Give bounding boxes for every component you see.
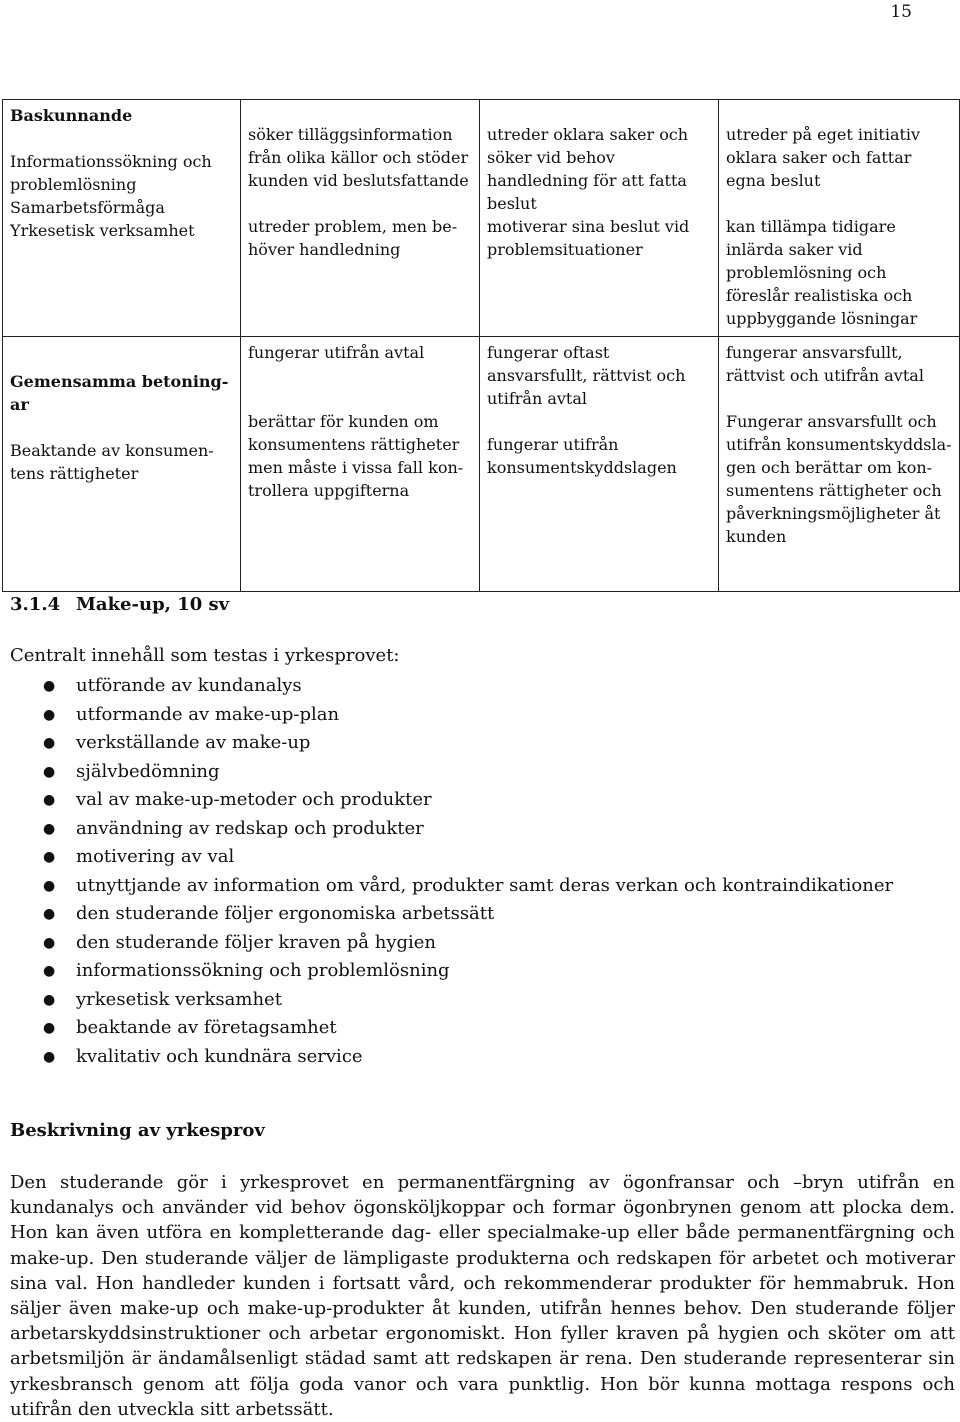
content-intro: Centralt innehåll som testas i yrkesprovet: — [10, 645, 400, 666]
bullet-icon: ● — [43, 792, 56, 808]
table-cell-level-2 — [480, 100, 719, 337]
list-item-text: val av make-up-metoder och produkter — [76, 789, 432, 810]
list-item-text: utförande av kundanalys — [76, 675, 302, 696]
list-item-text: utformande av make-up-plan — [76, 703, 340, 725]
list-item-text: beaktande av företagsamhet — [76, 1017, 337, 1038]
bullet-icon: ● — [43, 991, 56, 1008]
list-item-text: användning av redskap och produkter — [76, 817, 424, 839]
list-item-text: yrkesetisk verksamhet — [76, 988, 282, 1010]
cell-text: Fungerar ansvarsfullt och utifrån konsumentskyddsla-gen och berättar om kon-sumentens rättigheter och påverkningsmöjligheter åt kunden — [726, 412, 952, 546]
list-item-text: informationssökning och problemlösning — [76, 960, 450, 981]
list-item-text: självbedömning — [76, 760, 220, 782]
list-item-text: kvalitativ och kundnära service — [76, 1045, 363, 1067]
table-row — [3, 100, 960, 337]
section-heading — [10, 594, 229, 615]
section-number: 3.1.4 — [10, 594, 61, 615]
table-cell-criteria — [3, 100, 241, 337]
table-cell-criteria — [3, 337, 241, 592]
cell-text: kan tillämpa tidigare inlärda saker vid problemlösning och föreslår realistiska och uppbyggande lösningar — [726, 217, 918, 328]
criteria-line: Samarbetsförmåga — [10, 198, 165, 217]
criteria-line: Informationssökning och problemlösning — [10, 152, 212, 194]
bullet-icon: ● — [43, 735, 56, 751]
cell-text: utreder problem, men be-höver handledning — [248, 217, 458, 259]
table-cell-level-2 — [480, 337, 719, 592]
list-item — [10, 1014, 893, 1043]
bullet-icon: ● — [43, 1020, 56, 1036]
cell-text: motiverar sina beslut vid problemsituationer — [487, 217, 690, 259]
criteria-title: Gemensamma betoning-ar — [10, 372, 229, 414]
table-row — [3, 337, 960, 592]
section-title: Make-up, 10 sv — [76, 594, 230, 615]
list-item-text: utnyttjande av information om vård, produkter samt deras verkan och kontraindikationer — [76, 874, 894, 896]
cell-text: utreder på eget initiativ oklara saker och fattar egna beslut — [726, 125, 921, 190]
list-item-text: motivering av val — [76, 846, 235, 867]
list-item — [10, 758, 893, 787]
list-item — [10, 786, 893, 815]
bullet-icon: ● — [43, 820, 56, 837]
list-item — [10, 900, 893, 929]
cell-text: fungerar utifrån konsumentskyddslagen — [487, 435, 677, 477]
list-item-text: verkställande av make-up — [76, 732, 311, 753]
bullet-icon: ● — [43, 763, 56, 780]
list-item — [10, 1043, 893, 1072]
table-cell-level-1 — [241, 100, 480, 337]
list-item — [10, 957, 893, 986]
list-item — [10, 672, 893, 701]
list-item — [10, 872, 893, 901]
bullet-icon: ● — [43, 934, 56, 951]
bullet-icon: ● — [43, 963, 56, 979]
cell-text: fungerar oftast ansvarsfullt, rättvist och utifrån avtal — [487, 343, 686, 408]
list-item-text: den studerande följer ergonomiska arbetssätt — [76, 903, 495, 924]
bullet-icon: ● — [43, 849, 56, 865]
cell-text: berättar för kunden om konsumentens rättigheter men måste i vissa fall kon-trollera uppgifterna — [248, 412, 464, 500]
description-text: Den studerande gör i yrkesprovet en permanentfärgning av ögonfransar och –bryn utifrån en kundanalys och använder vid behov ögonsköljkoppar och formar ögonbrynen genom att plocka dem. Hon kan även utföra en kompletterande dag- eller specialmake-up eller både permanentfärgning och make-up. Den studerande väljer de lämpligaste produkterna och redskapen för arbetet och motiverar sina val. Hon handleder kunden i fortsatt vård, och rekommenderar produkter för hemmabruk. Hon säljer även make-up och make-up-produkter åt kunden, utifrån hennes behov. Den studerande följer arbetarskyddsinstruktioner och arbetar ergonomiskt. Hon fyller kraven på hygien och sköter om att arbetsmiljön är ändamålsenligt städad samt att redskapen är rena. Den studerande representerar sin yrkesbransch genom att följa goda vanor och vara punktlig. Hon bör kunna mottaga respons och utifrån den utveckla sitt arbetssätt. — [10, 1172, 955, 1420]
criteria-line: Yrkesetisk verksamhet — [10, 221, 195, 240]
bullet-icon: ● — [43, 706, 56, 723]
table-cell-level-1 — [241, 337, 480, 592]
description-heading: Beskrivning av yrkesprov — [10, 1120, 265, 1141]
list-item — [10, 843, 893, 872]
cell-text: söker tilläggsinformation från olika källor och stöder kunden vid beslutsfattande — [248, 125, 469, 190]
criteria-line: Beaktande av konsumen-tens rättigheter — [10, 441, 214, 483]
list-item — [10, 986, 893, 1015]
table-cell-level-3 — [719, 100, 960, 337]
table-cell-level-3 — [719, 337, 960, 592]
bullet-icon: ● — [43, 678, 56, 694]
cell-text: fungerar utifrån avtal — [248, 343, 425, 362]
list-item — [10, 815, 893, 844]
cell-text: utreder oklara saker och söker vid behov handledning för att fatta beslut — [487, 125, 689, 213]
content-list — [10, 672, 893, 1071]
bullet-icon: ● — [43, 906, 56, 922]
cell-text: fungerar ansvarsfullt, rättvist och utifrån avtal — [726, 343, 924, 385]
page-number: 15 — [890, 2, 912, 22]
bullet-icon: ● — [43, 877, 56, 894]
list-item — [10, 701, 893, 730]
list-item — [10, 929, 893, 958]
assessment-table — [2, 99, 960, 592]
list-item — [10, 729, 893, 758]
bullet-icon: ● — [43, 1048, 56, 1065]
criteria-title: Baskunnande — [10, 106, 133, 125]
list-item-text: den studerande följer kraven på hygien — [76, 931, 437, 953]
